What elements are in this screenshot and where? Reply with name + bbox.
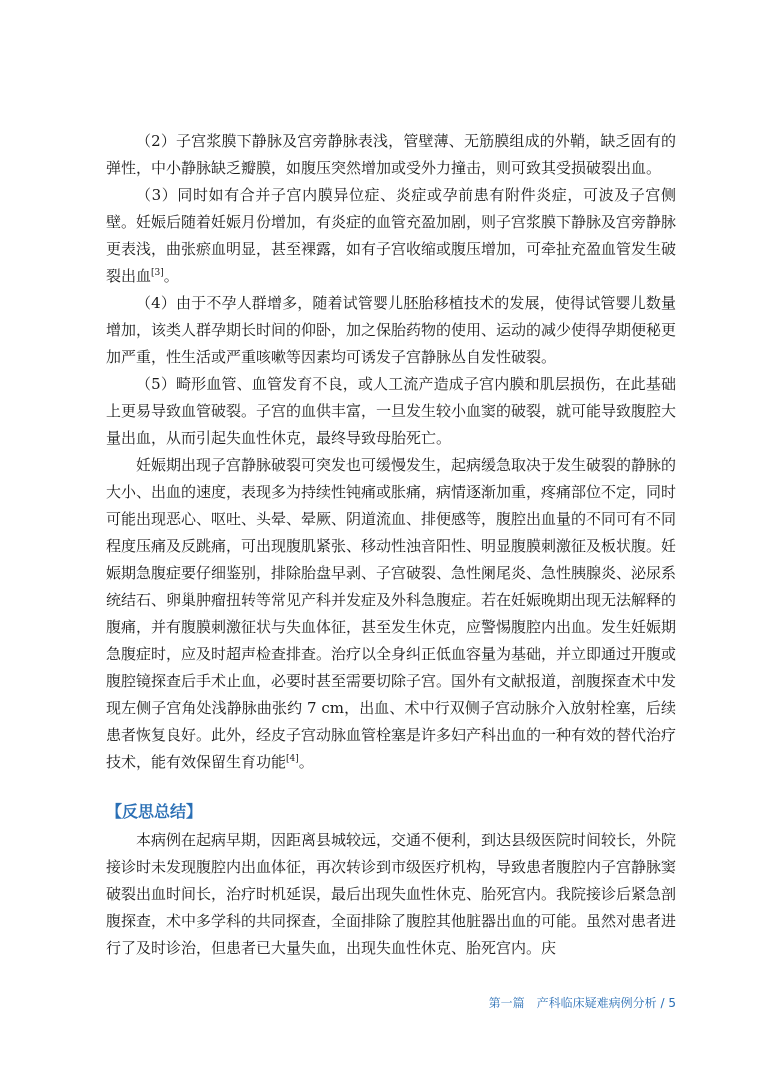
paragraph-mechanism-5	[106, 371, 676, 452]
paragraph-text: （2）子宫浆膜下静脉及宫旁静脉表浅，管壁薄、无筋膜组成的外鞘，缺乏固有的弹性，中小静脉缺乏瓣膜，如腹压突然增加或受外力撞击，则可致其受损破裂出血。	[106, 132, 676, 177]
paragraph-mechanism-4	[106, 290, 676, 371]
footer-title: 产科临床疑难病例分析	[536, 996, 657, 1010]
paragraph-reflection	[106, 827, 676, 962]
paragraph-text: 本病例在起病早期，因距离县城较远，交通不便利，到达县级医院时间较长，外院接诊时未发现腹腔内出血体征，再次转诊到市级医疗机构，导致患者腹腔内子宫静脉窦破裂出血时间长，治疗时机延误，最后出现失血性休克、胎死宫内。我院接诊后紧急剖腹探查，术中多学科的共同探查，全面排除了腹腔其他脏器出血的可能。虽然对患者进行了及时诊治，但患者已大量失血，出现失血性休克、胎死宫内。庆	[106, 831, 677, 957]
section-heading: 【反思总结】	[106, 802, 203, 821]
citation-ref: [4]	[286, 754, 299, 764]
page-footer	[489, 994, 676, 1011]
paragraph-text: （3）同时如有合并子宫内膜异位症、炎症或孕前患有附件炎症，可波及子宫侧壁。妊娠后随着妊娠月份增加，有炎症的血管充盈加剧，则子宫浆膜下静脉及宫旁静脉更表浅，曲张瘀血明显，甚至裸露，如有子宫收缩或腹压增加，可牵扯充盈血管发生破裂出血	[106, 186, 677, 285]
paragraph-clinical-discussion	[106, 452, 676, 776]
paragraph-tail: 。	[163, 267, 179, 285]
footer-part: 第一篇	[488, 996, 525, 1010]
citation-ref: [3]	[151, 268, 164, 278]
page-number: / 5	[660, 996, 676, 1010]
paragraph-mechanism-3	[106, 182, 676, 290]
paragraph-text: （4）由于不孕人群增多，随着试管婴儿胚胎移植技术的发展，使得试管婴儿数量增加，该类人群孕期长时间的仰卧，加之保胎药物的使用、运动的减少使得孕期便秘更加严重，性生活或严重咳嗽等因素均可诱发子宫静脉丛自发性破裂。	[106, 294, 677, 366]
paragraph-mechanism-2	[106, 128, 676, 182]
body-text	[106, 128, 676, 962]
paragraph-text: （5）畸形血管、血管发育不良，或人工流产造成子宫内膜和肌层损伤，在此基础上更易导致血管破裂。子宫的血供丰富，一旦发生较小血窦的破裂，就可能导致腹腔大量出血，从而引起失血性休克，最终导致母胎死亡。	[106, 375, 677, 447]
paragraph-text: 妊娠期出现子宫静脉破裂可突发也可缓慢发生，起病缓急取决于发生破裂的静脉的大小、出血的速度，表现多为持续性钝痛或胀痛，病情逐渐加重，疼痛部位不定，同时可能出现恶心、呕吐、头晕、晕厥、阴道流血、排便感等，腹腔出血量的不同可有不同程度压痛及反跳痛，可出现腹肌紧张、移动性浊音阳性、明显腹膜刺激征及板状腹。妊娠期急腹症要仔细鉴别，排除胎盘早剥、子宫破裂、急性阑尾炎、急性胰腺炎、泌尿系统结石、卵巢肿瘤扭转等常见产科并发症及外科急腹症。若在妊娠晚期出现无法解释的腹痛，并有腹膜刺激征状与失血体征，甚至发生休克，应警惕腹腔内出血。发生妊娠期急腹症时，应及时超声检查排查。治疗以全身纠正低血容量为基础，并立即通过开腹或腹腔镜探查后手术止血，必要时甚至需要切除子宫。国外有文献报道，剖腹探查术中发现左侧子宫角处浅静脉曲张约 7 cm，出血、术中行双侧子宫动脉介入放射栓塞，后续患者恢复良好。此外，经皮子宫动脉血管栓塞是许多妇产科出血的一种有效的替代治疗技术，能有效保留生育功能	[106, 456, 677, 771]
paragraph-tail: 。	[298, 753, 314, 771]
